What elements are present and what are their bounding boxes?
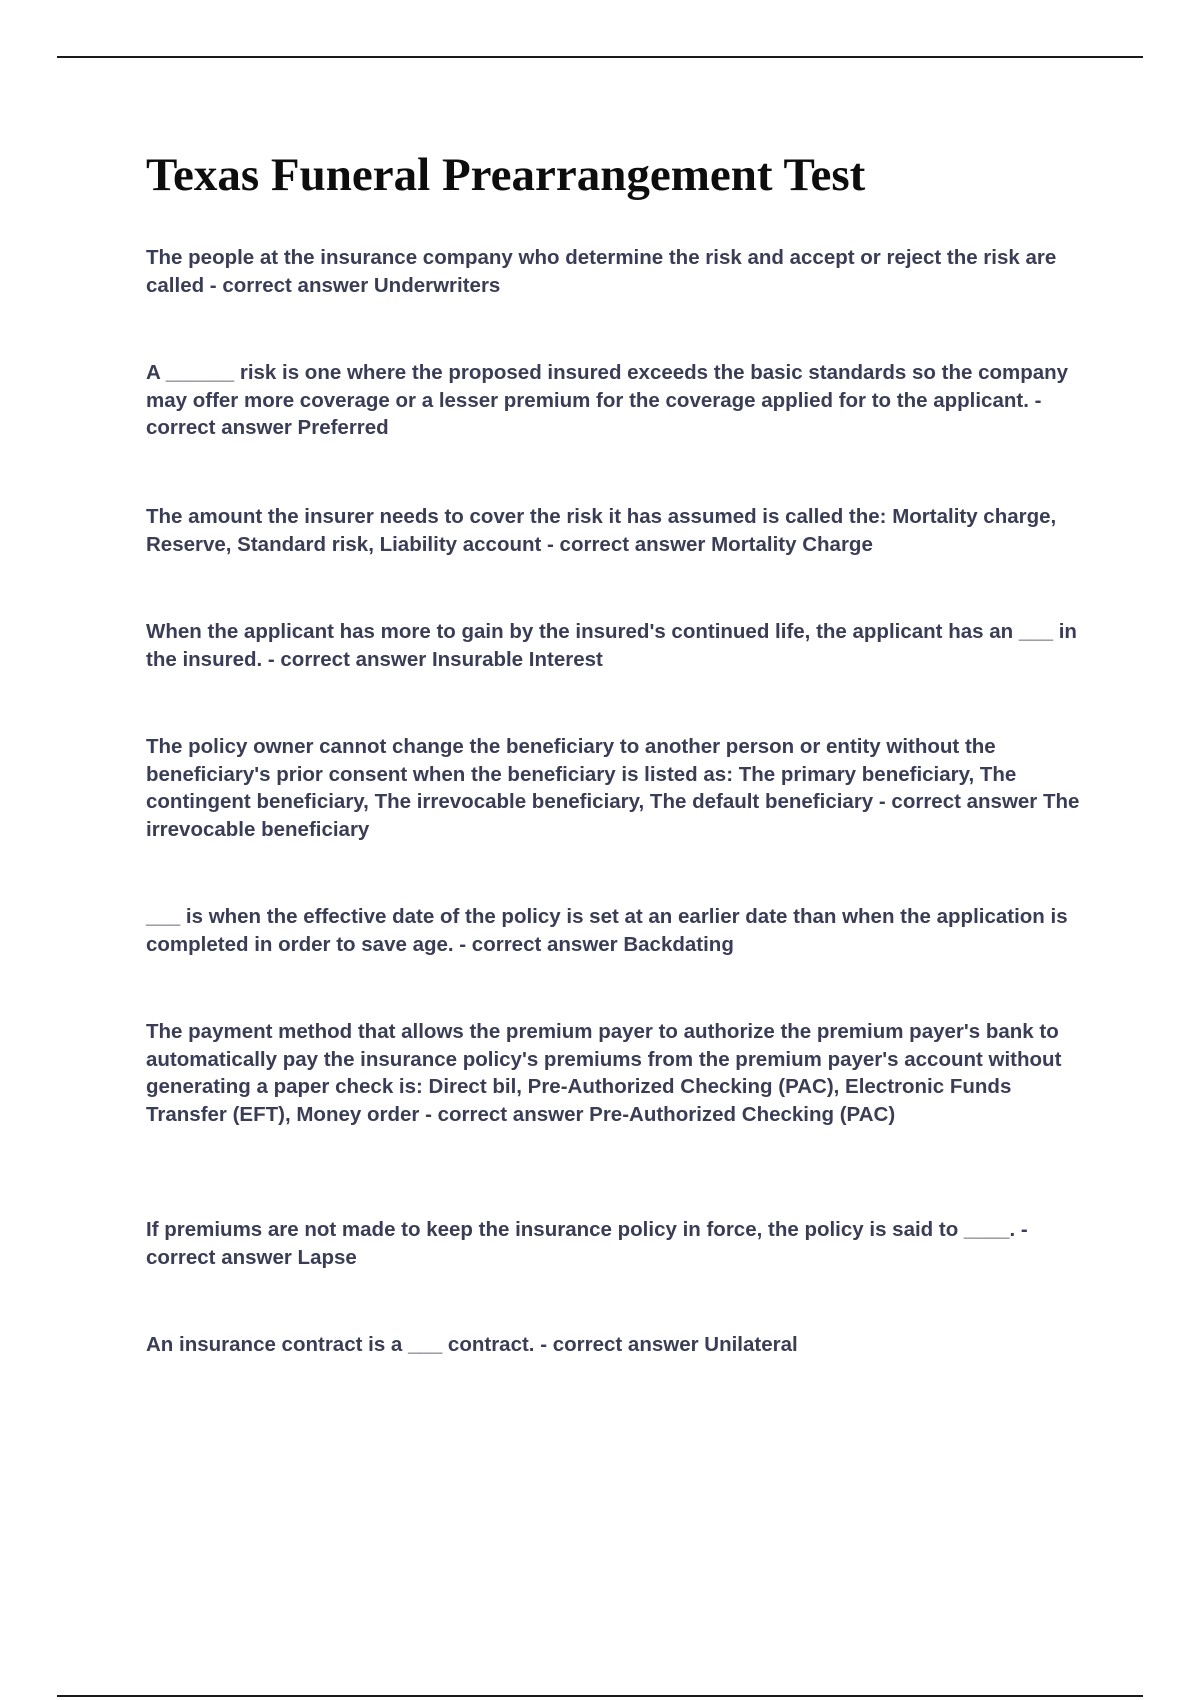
qa-item <box>146 1216 1096 1271</box>
qa-item <box>146 1018 1096 1128</box>
qa-text: ___ is when the effective date of the policy is set at an earlier date than when the application is completed in order to save age. - correct answer Backdating <box>146 905 1068 956</box>
qa-item <box>146 1331 1096 1359</box>
qa-item <box>146 903 1096 958</box>
qa-text: If premiums are not made to keep the insurance policy in force, the policy is said to ____. - correct answer Lapse <box>146 1218 1028 1269</box>
qa-text: The amount the insurer needs to cover the risk it has assumed is called the: Mortality charge, Reserve, Standard risk, Liability account - correct answer Mortality Charge <box>146 505 1057 556</box>
qa-text: The people at the insurance company who determine the risk and accept or reject the risk are called - correct answer Underwriters <box>146 246 1057 297</box>
bottom-divider <box>57 1695 1143 1697</box>
qa-item <box>146 618 1096 673</box>
qa-text: The policy owner cannot change the beneficiary to another person or entity without the beneficiary's prior consent when the beneficiary is listed as: The primary beneficiary, The contingent beneficiary, The irrevocable beneficiary, The default beneficiary - correct answer The irrevocable beneficiary <box>146 735 1080 841</box>
qa-item <box>146 244 1096 299</box>
qa-item <box>146 503 1096 558</box>
qa-item <box>146 359 1096 442</box>
qa-item <box>146 733 1096 843</box>
top-divider <box>57 56 1143 58</box>
qa-text: The payment method that allows the premium payer to authorize the premium payer's bank to automatically pay the insurance policy's premiums from the premium payer's account without generating a paper check is: Direct bil, Pre-Authorized Checking (PAC), Electronic Funds Transfer (EFT), Money order - correct answer Pre-Authorized Checking (PAC) <box>146 1020 1062 1126</box>
qa-text: An insurance contract is a ___ contract. - correct answer Unilateral <box>146 1333 798 1356</box>
qa-text: A ______ risk is one where the proposed insured exceeds the basic standards so the company may offer more coverage or a lesser premium for the coverage applied for to the applicant. - correct answer Preferred <box>146 361 1069 439</box>
qa-text: When the applicant has more to gain by the insured's continued life, the applicant has an ___ in the insured. - correct answer Insurable Interest <box>146 620 1077 671</box>
page-title: Texas Funeral Prearrangement Test <box>146 149 866 201</box>
